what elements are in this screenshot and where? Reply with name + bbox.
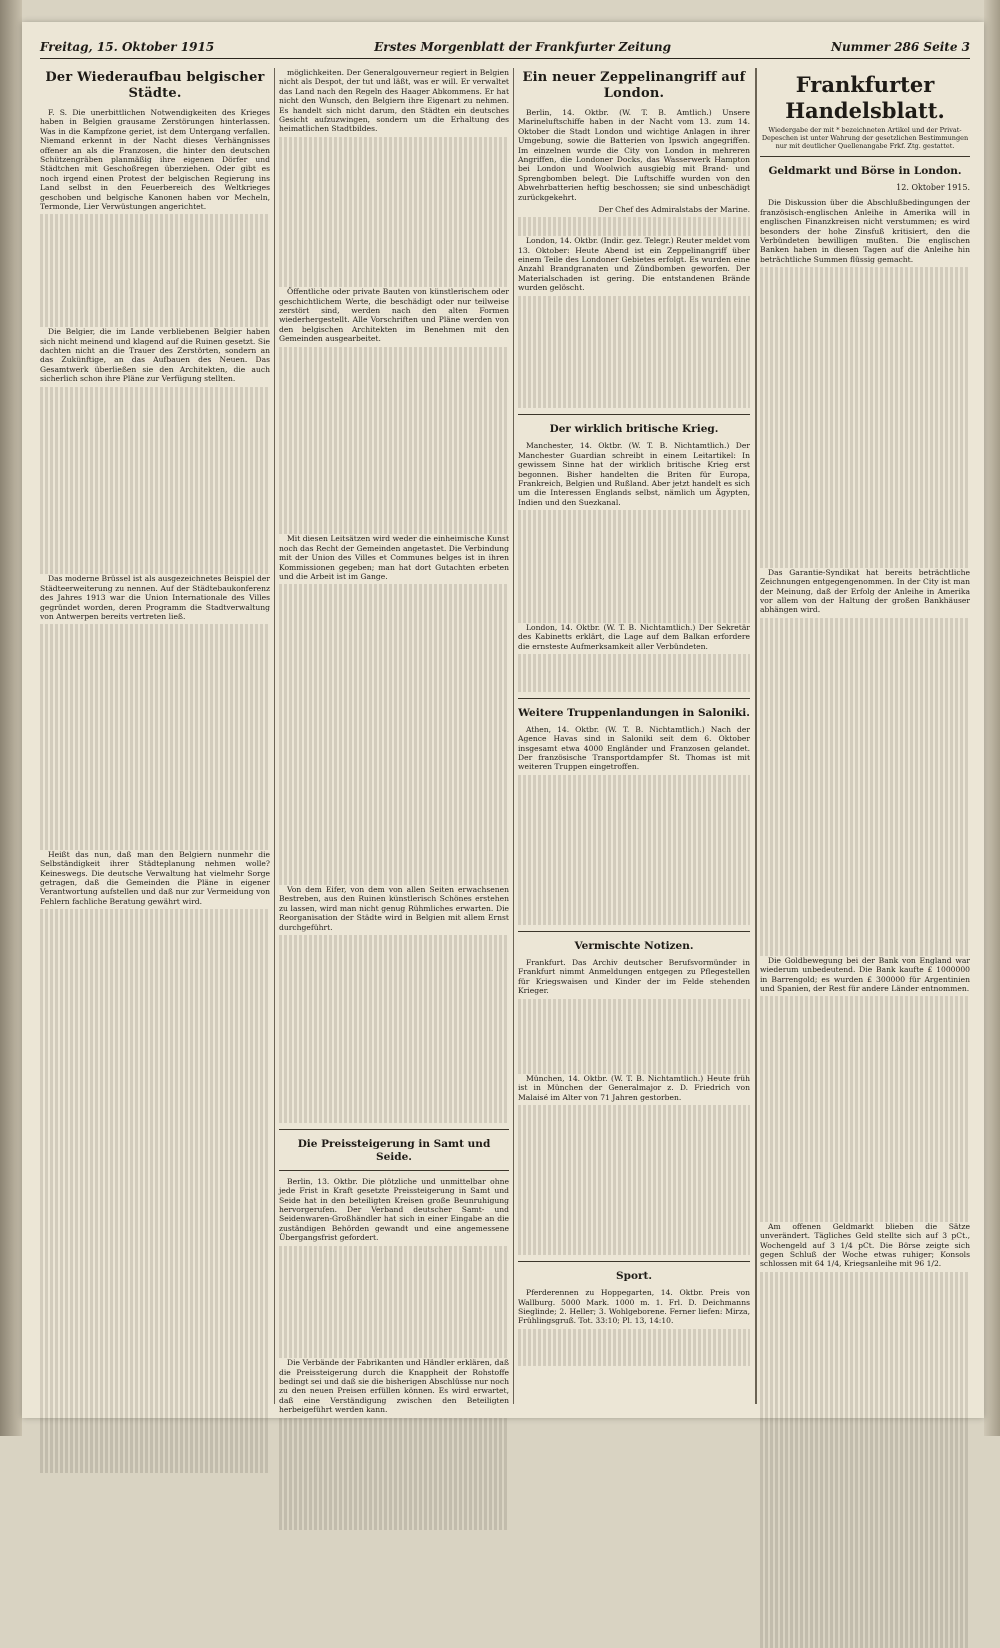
- divider: [518, 931, 750, 932]
- column-4: [760, 68, 970, 1404]
- article-title: Sport.: [616, 1270, 652, 1283]
- article-title: Die Preissteigerung in Samt und Seide.: [297, 1137, 491, 1163]
- paragraph: München, 14. Oktbr. (W. T. B. Nichtamtlich.) Heute früh ist in München der Generalmajor z. D. Friedrich von Malaisé im Alter von 71 Jahren gestorben.: [518, 1073, 750, 1102]
- paragraph: Die Verbände der Fabrikanten und Händler erklären, daß die Preissteigerung durch die Knappheit der Rohstoffe bedingt sei und daß sie die bisherigen Abschlüsse nur noch zu den neuen Preisen erfüllen können. Es wird erwartet, daß eine Verständigung zwischen den Beteiligten herbeigeführt werden kann.: [279, 1358, 509, 1415]
- divider: [518, 1261, 750, 1262]
- column-rule: [274, 68, 275, 1404]
- paragraph: Die Belgier, die im Lande verbliebenen Belgier haben sich nicht meinend und klagend auf die Ruinen gesetzt. Sie dachten nicht an die Trauer des Zerstörten, sondern an das Zukünftige, an das Aufbauen des Neuen. Das Gesamtwerk überließen sie den Architekten, die auch sicherlich schon ihre Pläne zur Verfügung stellten.: [40, 327, 270, 384]
- header-number: Nummer 286 Seite 3: [830, 40, 970, 54]
- paragraph: Am offenen Geldmarkt blieben die Sätze unverändert. Tägliches Geld stellte sich auf 3 pCt., Wochengeld auf 3 1/4 pCt. Die Börse zeigte sich gegen Schluß der Woche etwas ruhiger; Konsols schlossen mit 64 1/4, Kriegsanleihe mit 96 1/2.: [760, 1221, 970, 1269]
- paragraph: Von dem Eifer, von dem von allen Seiten erwachsenen Bestreben, aus den Ruinen künstlerisch Schönes erstehen zu lassen, wird man nicht genug Rühmliches erwarten. Die Reorganisation der Städte wird in Belgien mit allem Ernst durchgeführt.: [279, 884, 509, 932]
- paragraph: Das moderne Brüssel ist als ausgezeichnetes Beispiel der Städteerweiterung zu nennen. Auf der Städtebaukonferenz des Jahres 1913 war die Union Internationale des Villes gegründet worden, deren Programm die Stadtverwaltung von Antwerpen bereits vertreten ließ.: [40, 574, 270, 622]
- column-1: [40, 68, 270, 1404]
- paragraph: Athen, 14. Oktbr. (W. T. B. Nichtamtlich.) Nach der Agence Havas sind in Saloniki seit dem 6. Oktober insgesamt etwa 4000 Engländer und Franzosen gelandet. Der französische Transportdampfer St. Thomas ist mit weiteren Truppen eingetroffen.: [518, 724, 750, 772]
- page-header: [40, 36, 970, 59]
- paragraph: Berlin, 14. Oktbr. (W. T. B. Amtlich.) Unsere Marineluftschiffe haben in der Nacht vom 13. zum 14. Oktober die Stadt London und wichtige Anlagen in ihrer Umgebung, sowie die Batterien von Ipswich angegriffen. Im einzelnen wurde die City von London in mehreren Angriffen, die Londoner Docks, das Wasserwerk Hampton bei London und Woolwich ausgiebig mit Brand- und Sprengbomben belegt. Die Luftschiffe wurden von den Abwehrbatterien heftig beschossen; sie sind unbeschädigt zurückgekehrt.: [518, 108, 750, 202]
- divider: [518, 414, 750, 415]
- header-date: Freitag, 15. Oktober 1915: [40, 40, 215, 54]
- column-2: [279, 68, 509, 1415]
- signature-line: Der Chef des Admiralstabs der Marine.: [598, 205, 750, 215]
- paragraph: Öffentliche oder private Bauten von künstlerischem oder geschichtlichem Werte, die beschädigt oder nur teilweise zerstört sind, werden nach den alten Formen wiederhergestellt. Alle Vorschriften und Pläne werden von den belgischen Architekten im Benehmen mit den Gemeinden ausgearbeitet.: [279, 287, 509, 344]
- paragraph: Manchester, 14. Oktbr. (W. T. B. Nichtamtlich.) Der Manchester Guardian schreibt in einem Leitartikel: In gewissem Sinne hat der wirklich britische Krieg erst begonnen. Bisher handelten die Briten für Europa, Frankreich, Belgien und Rußland. Aber jetzt handelt es sich um die Interessen Englands selbst, nämlich um Ägypten, Indien und den Suezkanal.: [518, 441, 750, 507]
- paragraph: London, 14. Oktbr. (Indir. gez. Telegr.) Reuter meldet vom 13. Oktober: Heute Abend ist ein Zeppelinangriff über einem Teile des Londoner Gebietes erfolgt. Es wurden eine Anzahl Brandgranaten und Zündbomben geworfen. Der Materialschaden ist gering. Die entstandenen Brände wurden gelöscht.: [518, 236, 750, 293]
- divider: [760, 156, 970, 157]
- paragraph: Das Garantie-Syndikat hat bereits beträchtliche Zeichnungen entgegengenommen. In der City ist man der Meinung, daß der Erfolg der Anleihe in Amerika vor allem von der Haltung der großen Bankhäuser abhängen wird.: [760, 567, 970, 615]
- masthead-note: Wiedergabe der mit * bezeichneten Artikel und der Privat-Depeschen ist unter Wahrung der gesetzlichen Bestimmungen nur mit deutlicher Quellenangabe Frkf. Ztg. gestattet.: [761, 126, 969, 150]
- paragraph: F. S. Die unerbittlichen Notwendigkeiten des Krieges haben in Belgien grausame Zerstörungen hinterlassen. Was in die Kampfzone geriet, ist dem Untergang verfallen. Niemand erkennt in der Nacht dieses Verhängnisses offener an als die Franzosen, die hinter den deutschen Schützengräben planmäßig ihre eigenen Dörfer und Städtchen mit Geschoßregen überziehen. Oder gibt es noch irgend einen Protest der belgischen Regierung ins Land selbst in den Feuerbereich des Weltkrieges geschoben und belgische Kanonen haben vor Mecheln, Termonde, Lier Verwüstungen angerichtet.: [40, 108, 270, 212]
- column-rule: [513, 68, 514, 1404]
- column-rule: [755, 68, 757, 1404]
- newspaper-page: [22, 22, 984, 1418]
- divider: [279, 1129, 509, 1130]
- paragraph: Mit diesen Leitsätzen wird weder die einheimische Kunst noch das Recht der Gemeinden angetastet. Die Verbindung mit der Union des Villes et Communes belges ist in ihren Kommissionen gegeben; man hat dort Gutachten erbeten und die Arbeit ist im Gange.: [279, 534, 509, 581]
- column-3: [518, 68, 750, 1404]
- divider: [518, 698, 750, 699]
- divider: [279, 1170, 509, 1171]
- article-title: Geldmarkt und Börse in London.: [768, 165, 962, 177]
- article-title: Ein neuer Zeppelinangriff auf London.: [522, 70, 746, 101]
- article-title: Vermischte Notizen.: [574, 939, 694, 952]
- paragraph: Die Goldbewegung bei der Bank von England war wiederum unbedeutend. Die Bank kaufte £ 1000000 in Barrengold; es wurden £ 300000 für Argentinien und Spanien, der Rest für andere Länder entnommen.: [760, 955, 970, 994]
- paragraph: Die Diskussion über die Abschlußbedingungen der französisch-englischen Anleihe in Amerika will in englischen Finanzkreisen nicht verstummen; es wird besonders der hohe Zinsfuß kritisiert, den die Verbündeten bewilligen mußten. Die englischen Banken haben in diesen Tagen auf die Anleihe hin beträchtliche Summen flüssig gemacht.: [760, 198, 970, 264]
- article-title: Weitere Truppenlandungen in Saloniki.: [518, 706, 750, 719]
- paragraph: London, 14. Oktbr. (W. T. B. Nichtamtlich.) Der Sekretär des Kabinetts erklärt, die Lage auf dem Balkan erfordere die ernsteste Aufmerksamkeit aller Verbündeten.: [518, 622, 750, 651]
- paragraph: Heißt das nun, daß man den Belgiern nunmehr die Selbständigkeit ihrer Städteplanung nehmen wolle? Keineswegs. Die deutsche Verwaltung hat vielmehr Sorge getragen, daß die Gemeinden die Pläne in eigener Verantwortung aufstellen und daß nur zur Vermeidung von Fehlern fachliche Beratung gewährt wird.: [40, 849, 270, 906]
- paragraph: möglichkeiten. Der Generalgouverneur regiert in Belgien nicht als Despot, der tut und läßt, was er will. Er verwaltet das Land nach den Regeln des Haager Abkommens. Er hat nicht den Wunsch, den Belgiern ihre Eigenart zu nehmen. Es handelt sich nicht darum, den Städten ein deutsches Gesicht aufzuzwingen, sondern um die Erhaltung des heimatlichen Stadtbildes.: [279, 68, 509, 134]
- paragraph: Berlin, 13. Oktbr. Die plötzliche und unmittelbar ohne jede Frist in Kraft gesetzte Preissteigerung in Samt und Seide hat in den beteiligten Kreisen große Beunruhigung hervorgerufen. Der Verband deutscher Samt- und Seidenwaren-Großhändler hat sich in einer Eingabe an die zuständigen Behörden gewandt und eine angemessene Übergangsfrist gefordert.: [279, 1176, 509, 1243]
- paragraph: Frankfurt. Das Archiv deutscher Berufsvormünder in Frankfurt nimmt Anmeldungen entgegen zu Pflegestellen für Kriegswaisen und Kinder der im Felde stehenden Krieger.: [518, 957, 750, 996]
- article-date: 12. Oktober 1915.: [896, 183, 970, 192]
- paragraph: Pferderennen zu Hoppegarten, 14. Oktbr. Preis von Wallburg. 5000 Mark. 1000 m. 1. Frl. D. Deichmanns Sieglinde; 2. Heller; 3. Wohlgeborene. Ferner liefen: Mirza, Frühlingsgruß. Tot. 33:10; Pl. 13, 14:10.: [518, 1288, 750, 1326]
- article-title: Der Wiederaufbau belgischer Städte.: [45, 70, 265, 101]
- page-edge: [984, 0, 1000, 1436]
- book-spine-shadow: [0, 0, 22, 1436]
- article-title: Der wirklich britische Krieg.: [549, 423, 719, 436]
- header-title: Erstes Morgenblatt der Frankfurter Zeitung: [374, 40, 672, 54]
- section-masthead: Frankfurter Handelsblatt.: [785, 72, 945, 123]
